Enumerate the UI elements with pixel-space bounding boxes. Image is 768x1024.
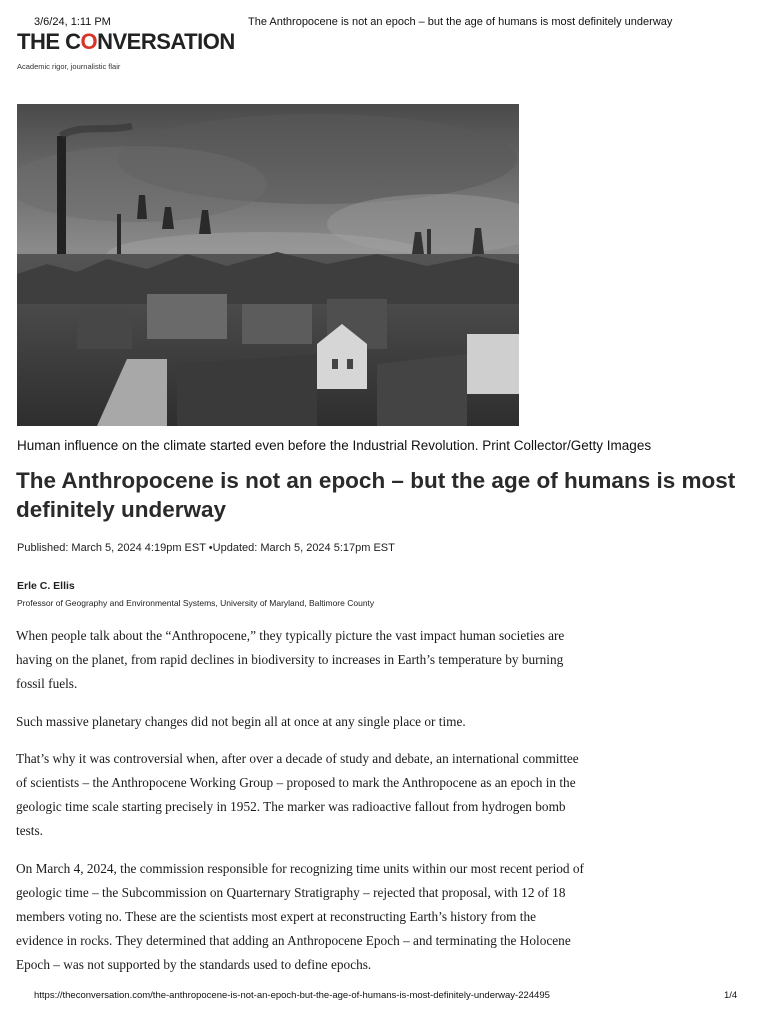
publish-date-line: Published: March 5, 2024 4:19pm EST •Updated: March 5, 2024 5:17pm EST xyxy=(17,542,395,554)
print-page-title: The Anthropocene is not an epoch – but the age of humans is most definitely underway xyxy=(248,16,673,28)
site-logo[interactable] xyxy=(17,29,235,55)
article-headline: The Anthropocene is not an epoch – but the age of humans is most definitely underway xyxy=(16,468,736,522)
print-footer-url: https://theconversation.com/the-anthropocene-is-not-an-epoch-but-the-age-of-humans-is-most-definitely-underway-224495 xyxy=(34,990,550,1001)
print-page-number: 1/4 xyxy=(724,990,738,1001)
body-paragraph: That’s why it was controversial when, after over a decade of study and debate, an international committee of scientists – the Anthropocene Working Group – proposed to mark the Anthropocene as an epoch in the geologic time scale starting precisely in 1952. The marker was radioactive fallout from hydrogen bomb tests. xyxy=(16,750,579,839)
article-body xyxy=(16,624,586,991)
body-paragraph: On March 4, 2024, the commission responsible for recognizing time units within our most recent period of geologic time – the Subcommission on Quarternary Stratigraphy – rejected that proposal, with 12 of 18 members voting no. These are the scientists most expert at reconstructing Earth’s history from the evidence in rocks. They determined that adding an Anthropocene Epoch – and terminating the Holocene Epoch – was not supported by the standards used to define epochs. xyxy=(16,860,584,973)
site-tagline: Academic rigor, journalistic flair xyxy=(17,62,121,71)
body-paragraph: When people talk about the “Anthropocene,” they typically picture the vast impact human societies are having on the planet, from rapid declines in biodiversity to increases in Earth’s temperature by burning fossil fuels. xyxy=(16,628,565,692)
body-paragraph: Such massive planetary changes did not begin all at once at any single place or time. xyxy=(16,713,466,729)
print-date: 3/6/24, 1:11 PM xyxy=(34,16,111,28)
hero-image xyxy=(17,104,519,426)
image-caption: Human influence on the climate started even before the Industrial Revolution. Print Collector/Getty Images xyxy=(17,438,652,453)
author-name[interactable]: Erle C. Ellis xyxy=(17,580,75,592)
logo-o-mark: O xyxy=(80,29,98,54)
logo-text-start: THE C xyxy=(17,29,81,54)
logo-text-end: NVERSATION xyxy=(97,29,235,54)
author-affiliation: Professor of Geography and Environmental Systems, University of Maryland, Baltimore County xyxy=(17,598,375,608)
